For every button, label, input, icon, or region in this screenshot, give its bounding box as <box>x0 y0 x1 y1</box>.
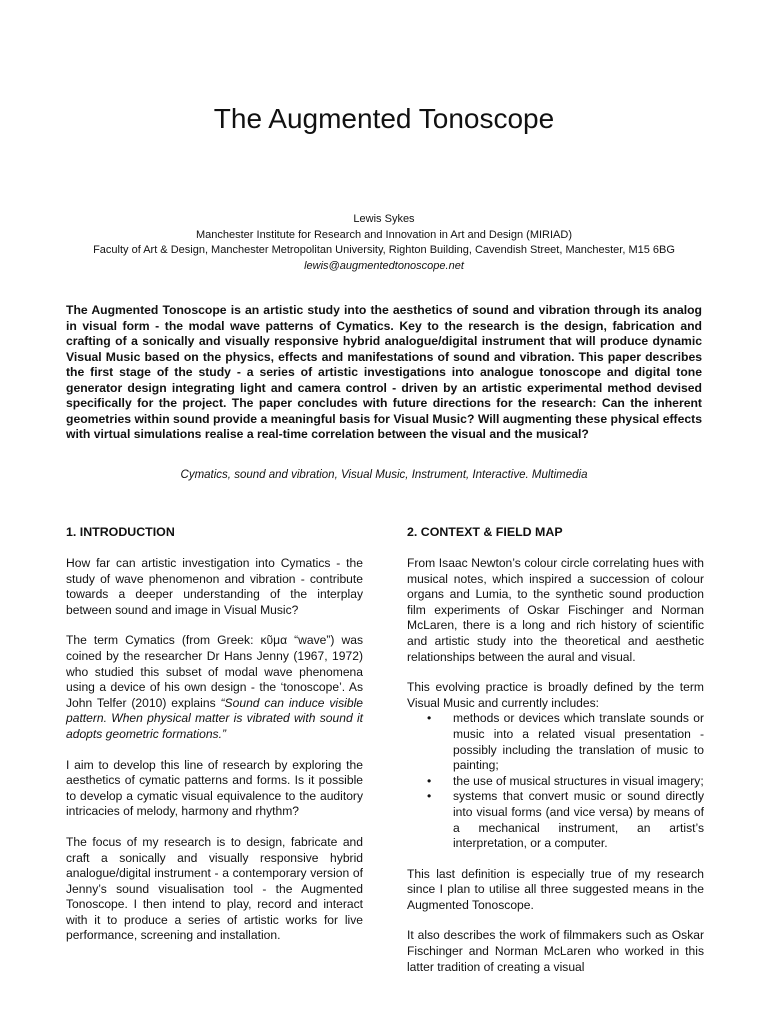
list-item-text: systems that convert music or sound directly into visual forms (and vice versa) by means of a mechanical instrument, an artist’s interpretation, or a computer. <box>453 789 704 851</box>
intro-paragraph-3: I aim to develop this line of research by exploring the aesthetics of cymatic patterns and forms. Is it possible to develop a cymatic visual equivalence to the auditory intricacies of melody, harmony and rhythm? <box>66 757 363 819</box>
bullet-icon: • <box>427 789 432 804</box>
context-paragraph-2: This evolving practice is broadly defined by the term Visual Music and currently includes: <box>407 680 704 710</box>
context-paragraph-3: This last definition is especially true of my research since I plan to utilise all three suggested means in the Augmented Tonoscope. <box>407 866 704 912</box>
section-heading-context: 2. CONTEXT & FIELD MAP <box>407 525 563 539</box>
list-item-text: the use of musical structures in visual imagery; <box>453 773 704 788</box>
intro-paragraph-2-text: The term Cymatics (from Greek: κῦμα “wave”) was coined by the researcher Dr Hans Jenny (1967, 1972) who studied this subset of modal wave phenomena using a device of his own design - the ‘tonoscope’. As John Telfer (2010) explains <box>66 633 363 710</box>
bullet-icon: • <box>427 711 432 726</box>
context-paragraph-1: From Isaac Newton’s colour circle correlating hues with musical notes, which inspired a succession of colour organs and Lumia, to the synthetic sound production film experiments of Oskar Fischinger and Norman McLaren, there is a long and rich history of scientific and artistic study into the theoretical and aesthetic relationships between the aural and visual. <box>407 556 704 664</box>
section-heading-introduction: 1. INTRODUCTION <box>66 525 175 539</box>
context-paragraph-4: It also describes the work of filmmakers such as Oskar Fischinger and Norman McLaren who worked in this latter tradition of creating a visual <box>407 928 704 974</box>
visual-music-definition-list <box>407 711 704 851</box>
list-item <box>407 789 704 851</box>
intro-paragraph-1: How far can artistic investigation into Cymatics - the study of wave phenomenon and vibration - contribute towards a deeper understanding of the interplay between sound and image in Visual Music? <box>66 556 363 617</box>
author-block <box>40 212 728 274</box>
author-email[interactable]: lewis@augmentedtonoscope.net <box>304 259 464 272</box>
list-item-text: methods or devices which translate sounds or music into a related visual presentation - possibly including the translation of music to painting; <box>453 711 704 773</box>
list-item <box>407 711 704 773</box>
author-affiliation-faculty: Faculty of Art & Design, Manchester Metropolitan University, Righton Building, Cavendish Street, Manchester, M15 6BG <box>93 244 675 256</box>
intro-paragraph-4: The focus of my research is to design, fabricate and craft a sonically and visually responsive hybrid analogue/digital instrument - a contemporary version of Jenny’s sound visualisation tool - the Augmented Tonoscope. I then intend to play, record and interact with it to produce a series of artistic works for live performance, screening and installation. <box>66 834 363 943</box>
keywords: Cymatics, sound and vibration, Visual Music, Instrument, Interactive. Multimedia <box>180 469 588 481</box>
list-item <box>407 774 704 790</box>
author-affiliation-institute: Manchester Institute for Research and Innovation in Art and Design (MIRIAD) <box>195 228 572 241</box>
column-left <box>66 524 363 959</box>
author-name: Lewis Sykes <box>353 213 415 225</box>
paper-title: The Augmented Tonoscope <box>213 103 555 134</box>
bullet-icon: • <box>427 773 432 788</box>
abstract: The Augmented Tonoscope is an artistic study into the aesthetics of sound and vibration through its analog in visual form - the modal wave patterns of Cymatics. Key to the research is the design, fabrication and crafting of a sonically and visually responsive hybrid analogue/digital instrument that will produce dynamic Visual Music based on the physics, effects and manifestations of sound and vibration. This paper describes the first stage of the study - a series of artistic investigations into analogue tonoscope and digital tone generator design integrating light and camera control - driven by an artistic experimental method devised specifically for the project. The paper concludes with future directions for the research: Can the inherent geometries within sound provide a meaningful basis for Visual Music? Will augmenting these physical effects with virtual simulations realise a real-time correlation between the visual and the musical? <box>66 303 702 441</box>
column-right <box>407 524 704 990</box>
intro-paragraph-2 <box>66 633 363 742</box>
telfer-quote: “Sound can induce visible pattern. When physical matter is vibrated with sound it adopts geometric formations.” <box>66 695 363 741</box>
